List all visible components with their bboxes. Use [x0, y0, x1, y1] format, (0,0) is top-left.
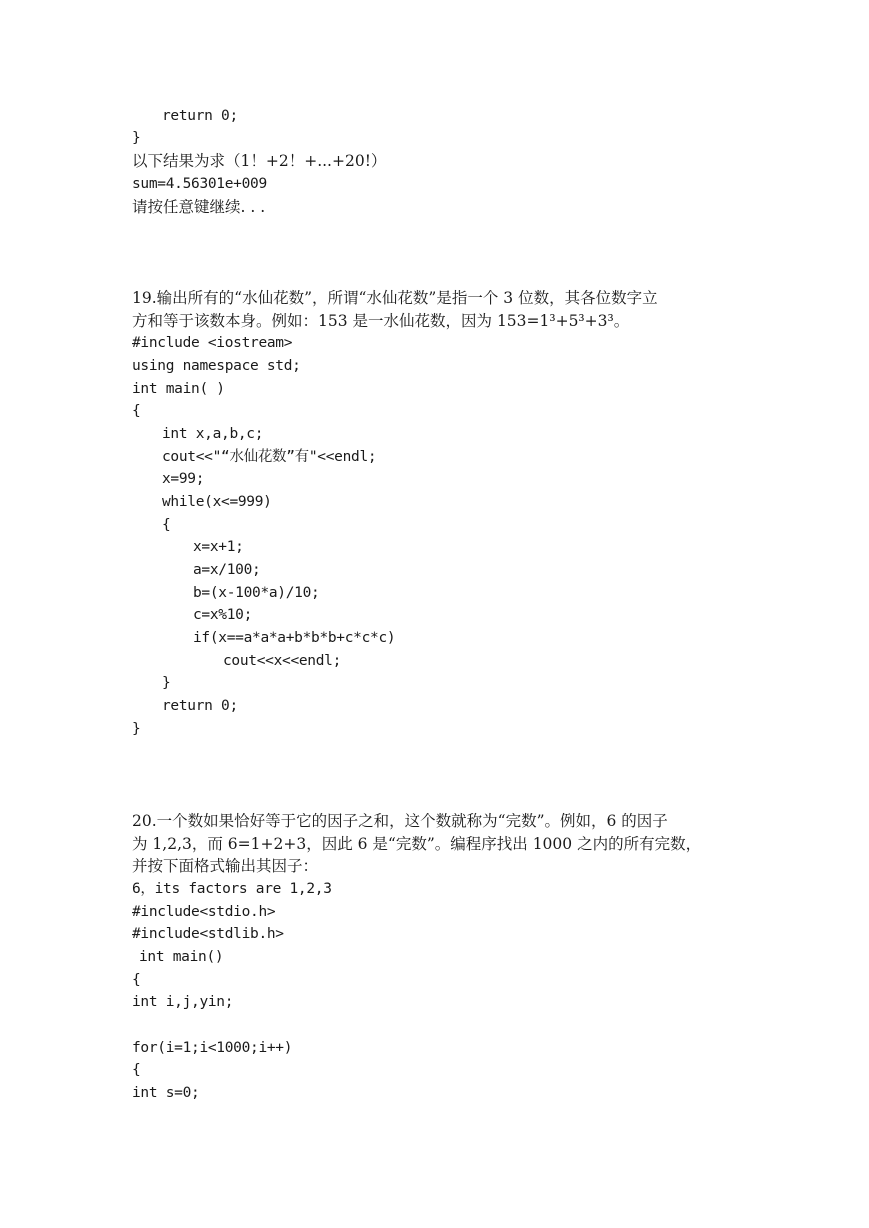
code-line: x=x+1; [193, 539, 244, 555]
code-line: int i,j,yin; [132, 994, 234, 1010]
problem-19-text: 方和等于该数本身。例如：153 是一水仙花数，因为 153=1³+5³+3³。 [132, 312, 630, 330]
problem-20-example: 6，its factors are 1,2,3 [132, 881, 332, 897]
output-line: 以下结果为求（1！+2！+...+20!） [132, 152, 387, 170]
code-line: x=99; [162, 471, 205, 487]
problem-20-text: 并按下面格式输出其因子： [132, 857, 319, 875]
code-line: c=x%10; [193, 607, 253, 623]
code-line: while(x<=999) [162, 494, 272, 510]
code-line: int main() [139, 949, 224, 965]
code-line: return 0; [162, 698, 238, 714]
code-line: #include<stdio.h> [132, 904, 276, 920]
code-line: } [162, 675, 171, 691]
problem-19-text: 19.输出所有的“水仙花数”，所谓“水仙花数”是指一个 3 位数，其各位数字立 [132, 289, 658, 307]
code-line: { [162, 517, 171, 533]
code-line: { [132, 403, 141, 419]
code-line: { [132, 1062, 141, 1078]
output-line: 请按任意键继续. . . [132, 198, 266, 216]
code-line: cout<<x<<endl; [223, 653, 342, 669]
code-line: int main( ) [132, 381, 225, 397]
code-line: for(i=1;i<1000;i++) [132, 1040, 293, 1056]
code-line: { [132, 972, 141, 988]
code-line: a=x/100; [193, 562, 261, 578]
problem-20-text: 20.一个数如果恰好等于它的因子之和，这个数就称为“完数”。例如，6 的因子 [132, 812, 668, 830]
code-line: } [132, 130, 141, 146]
code-line: cout<<"“水仙花数”有"<<endl; [162, 449, 377, 465]
code-line: #include <iostream> [132, 335, 293, 351]
output-line: sum=4.56301e+009 [132, 176, 267, 192]
code-line: #include<stdlib.h> [132, 926, 284, 942]
code-line: using namespace std; [132, 358, 301, 374]
code-line: return 0; [162, 108, 238, 124]
code-line: int x,a,b,c; [162, 426, 264, 442]
code-line: b=(x-100*a)/10; [193, 585, 320, 601]
code-line: } [132, 721, 141, 737]
code-line: int s=0; [132, 1085, 200, 1101]
problem-20-text: 为 1,2,3，而 6=1+2+3，因此 6 是“完数”。编程序找出 1000 之内的所有完数， [132, 835, 702, 853]
code-line: if(x==a*a*a+b*b*b+c*c*c) [193, 630, 396, 646]
